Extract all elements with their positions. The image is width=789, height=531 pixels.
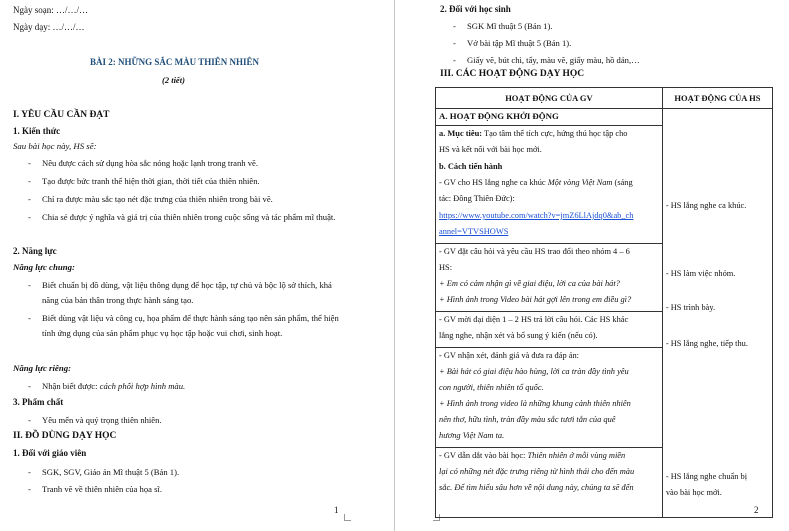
- hs-step-3: - HS trình bày.: [665, 303, 716, 312]
- hs-step-2: - HS làm việc nhóm.: [665, 269, 736, 278]
- gv-step-2: - GV đặt câu hỏi và yêu cầu HS trao đổi theo nhóm 4 – 6: [439, 247, 630, 256]
- gv-step-1: - GV cho HS lắng nghe ca khúc Một vòng Việt Nam (sáng: [439, 178, 633, 187]
- quality-title: 3. Phẩm chất: [13, 397, 64, 407]
- answer-1: + Bài hát có giai điệu hào hùng, lời ca tràn đầy tình yêu: [439, 367, 629, 376]
- hs-step-1: - HS lắng nghe ca khúc.: [665, 201, 747, 210]
- knowledge-intro: Sau bài học này, HS sẽ:: [13, 141, 97, 151]
- section-materials-title: II. ĐỒ DÙNG DẠY HỌC: [13, 431, 117, 441]
- section-requirements-title: I. YÊU CẦU CẦN ĐẠT: [13, 110, 110, 120]
- hs-step-5-cont: vào bài học mới.: [665, 488, 722, 497]
- teacher-materials-title: 1. Đối với giáo viên: [13, 448, 87, 458]
- activity-title: A. HOẠT ĐỘNG KHỞI ĐỘNG: [439, 111, 559, 121]
- lesson-duration: (2 tiết): [162, 75, 185, 85]
- page-number: 1: [334, 505, 339, 515]
- specific-ability-label: Năng lực riêng:: [13, 363, 72, 373]
- date-teach: Ngày dạy: …/…/…: [13, 22, 85, 32]
- gv-step-4: - GV nhận xét, đánh giá và đưa ra đáp án:: [439, 351, 579, 360]
- answer-2: + Hình ảnh trong video là những khung cảnh thiên nhiên: [439, 399, 631, 408]
- student-activity-cell: [662, 109, 772, 518]
- gv-step-3-cont: lắng nghe, nhận xét và bổ sung ý kiến (nếu có).: [439, 331, 598, 340]
- question-1: + Em có cảm nhận gì về giai điệu, lời ca của bài hát?: [439, 279, 620, 288]
- date-prepare: Ngày soạn: …/…/…: [13, 5, 88, 15]
- student-materials-title: 2. Đối với học sinh: [440, 4, 511, 14]
- answer-2-end: hương Việt Nam ta.: [439, 431, 505, 440]
- gv-step-5: - GV dẫn dắt vào bài học: Thiên nhiên ở mỗi vùng miền: [439, 451, 626, 460]
- hs-step-5: - HS lắng nghe chuẩn bị: [665, 472, 748, 481]
- column-header-student: HOẠT ĐỘNG CỦA HS: [662, 88, 772, 109]
- hs-step-4: - HS lắng nghe, tiếp thu.: [665, 339, 748, 348]
- column-header-teacher: HOẠT ĐỘNG CỦA GV: [436, 88, 663, 109]
- song-link-cont[interactable]: annel=VTVSHOWS: [439, 227, 509, 236]
- general-ability-label: Năng lực chung:: [13, 262, 75, 272]
- section-activities-title: III. CÁC HOẠT ĐỘNG DẠY HỌC: [440, 69, 585, 79]
- page-2: 2. Đối với học sinh - SGK Mĩ thuật 5 (Bản 1). - Vở bài tập Mĩ thuật 5 (Bản 1). - Giấy vẽ, bút chì, tẩy, màu vẽ, giấy màu, hồ dán,… III. CÁC HOẠT ĐỘNG DẠY HỌC HOẠT ĐỘNG CỦA GV HOẠT ĐỘNG CỦA HS A. HOẠT ĐỘNG KHỞI ĐỘNG a. Mục tiêu: Tạo tâm thế tích cực, hứng thú học tập cho HS và kết nối với bài học mới. b. Cách tiến hành - GV cho HS lắng nghe ca khúc Một vòng Việt Nam (sáng tác: Đông Thiên Đức): https://www.youtube.com/watch?v=jmZ6LlAjdq0&ab_ch annel=VTVSHOWS - GV đặt câu hỏi và yêu cầu HS trao đổi theo nhóm 4 – 6 HS: + Em có cảm nhận gì về giai điệu, lời ca của bài hát? + Hình ảnh trong Video bài hát gợi lên trong em điều gì? - GV mời đại diện 1 – 2 HS trả lời câu hỏi. Các HS khác lắng nghe, nhận xét và bổ sung ý kiến (nếu có). - GV nhận xét, đánh giá và đưa ra đáp án: + Bài hát có giai điệu hào hùng, lời ca tràn đầy tình yêu con người, thiên nhiên tổ quốc. + Hình ảnh trong video là những khung cảnh thiên nhiên nên thơ, hữu tình, tràn đầy màu sắc tươi tắn của quê hương Việt Nam ta. - GV dẫn dắt vào bài học: Thiên nhiên ở mỗi vùng miền lại có những nét đặc trưng riêng từ hình thái cho đến màu sắc. Để tìm hiểu sâu hơn về nội dung này, chúng ta sẽ đến - HS lắng nghe ca khúc. - HS làm việc nhóm. - HS trình bày. - HS lắng nghe, tiếp thu. - HS lắng nghe chuẩn bị vào bài học mới. 2: [395, 0, 789, 531]
- row-divider: [436, 447, 662, 448]
- row-divider: [436, 311, 662, 312]
- gv-step-5-cont: lại có những nét đặc trưng riêng từ hình thái cho đến màu: [439, 467, 635, 476]
- row-divider: [436, 347, 662, 348]
- page-1: Ngày soạn: …/…/… Ngày dạy: …/…/… BÀI 2: NHỮNG SẮC MÀU THIÊN NHIÊN (2 tiết) I. YÊU CẦU CẦN ĐẠT 1. Kiến thức Sau bài học này, HS sẽ: - Nêu được cách sử dụng hòa sắc nóng hoặc lạnh trong tranh vẽ. - Tạo được bức tranh thể hiện thời gian, thời tiết của thiên nhiên. - Chỉ ra được màu sắc tạo nét đặc trưng của thiên nhiên trong bài vẽ. - Chia sẻ được ý nghĩa và giá trị của thiên nhiên trong cuộc sống và tác phẩm mĩ thuật. 2. Năng lực Năng lực chung: - Biết chuẩn bị đồ dùng, vật liệu thông dụng để học tập, tự chủ và bộc lộ sở thích, khả năng của bản thân trong thực hành sáng tạo. - Biết dùng vật liệu và công cụ, họa phẩm để thực hành sáng tạo nên sản phẩm, thể hiện tính ứng dụng của sản phẩm phục vụ học tập hoặc vui chơi, sinh hoạt. Năng lực riêng: - Nhận biết được: cách phối hợp hình màu. 3. Phẩm chất - Yêu mến và quý trọng thiên nhiên. II. ĐỒ DÙNG DẠY HỌC 1. Đối với giáo viên - SGK, SGV, Giáo án Mĩ thuật 5 (Bản 1). - Tranh vẽ về thiên nhiên của họa sĩ. 1: [0, 0, 394, 531]
- lesson-title: BÀI 2: NHỮNG SẮC MÀU THIÊN NHIÊN: [90, 57, 260, 67]
- knowledge-title: 1. Kiến thức: [13, 126, 61, 136]
- answer-1-cont: con người, thiên nhiên tổ quốc.: [439, 383, 544, 392]
- page-number: 2: [754, 505, 759, 515]
- row-divider: [436, 125, 662, 126]
- gv-step-1-cont: tác: Đông Thiên Đức):: [439, 194, 515, 203]
- ability-title: 2. Năng lực: [13, 246, 57, 256]
- method-label: b. Cách tiến hành: [439, 162, 503, 171]
- goal-line: a. Mục tiêu: Tạo tâm thế tích cực, hứng thú học tập cho: [439, 129, 628, 138]
- activities-table: [435, 87, 773, 518]
- teacher-activity-cell: [436, 109, 663, 518]
- gv-step-2-cont: HS:: [439, 263, 453, 272]
- song-link[interactable]: https://www.youtube.com/watch?v=jmZ6LlAjdq0&ab_ch: [439, 211, 634, 220]
- row-divider: [436, 243, 662, 244]
- question-2: + Hình ảnh trong Video bài hát gợi lên trong em điều gì?: [439, 295, 632, 304]
- answer-2-cont: nên thơ, hữu tình, tràn đầy màu sắc tươi tắn của quê: [439, 415, 616, 424]
- goal-line-2: HS và kết nối với bài học mới.: [439, 145, 542, 154]
- gv-step-3: - GV mời đại diện 1 – 2 HS trả lời câu hỏi. Các HS khác: [439, 315, 629, 324]
- crop-mark: [344, 514, 351, 521]
- gv-step-5-end: sắc. Để tìm hiểu sâu hơn về nội dung này, chúng ta sẽ đến: [439, 483, 634, 492]
